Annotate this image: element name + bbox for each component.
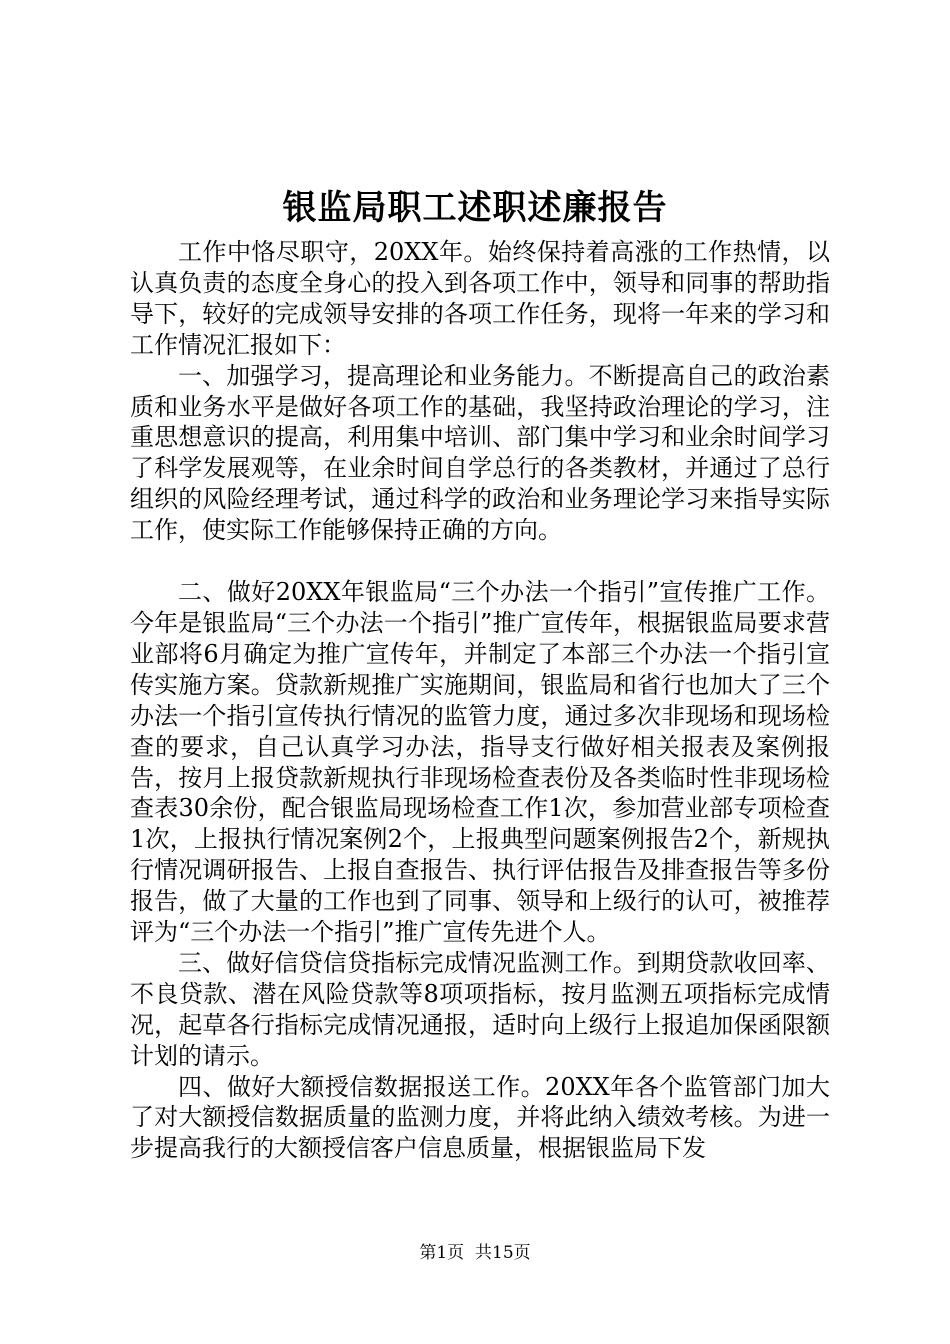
page-total: 共15页	[475, 1243, 531, 1263]
page-number: 第1页	[419, 1243, 465, 1263]
document-body	[130, 237, 830, 1164]
paragraph-section-3: 三、做好信贷信贷指标完成情况监测工作。到期贷款收回率、不良贷款、潜在风险贷款等8项项指标，按月监测五项指标完成情况，起草各行指标完成情况通报，适时向上级行上报追加保函限额计划的请示。	[130, 948, 830, 1070]
paragraph-section-4: 四、做好大额授信数据报送工作。20XX年各个监管部门加大了对大额授信数据质量的监测力度，并将此纳入绩效考核。为进一步提高我行的大额授信客户信息质量，根据银监局下发	[130, 1072, 830, 1163]
page-footer	[0, 1242, 950, 1264]
paragraph-section-2: 二、做好20XX年银监局“三个办法一个指引”宣传推广工作。今年是银监局“三个办法一个指引”推广宣传年，根据银监局要求营业部将6月确定为推广宣传年，并制定了本部三个办法一个指引宣传实施方案。贷款新规推广实施期间，银监局和省行也加大了三个办法一个指引宣传执行情况的监管力度，通过多次非现场和现场检查的要求，自己认真学习办法，指导支行做好相关报表及案例报告，按月上报贷款新规执行非现场检查表份及各类临时性非现场检查表30余份，配合银监局现场检查工作1次，参加营业部专项检查1次，上报执行情况案例2个，上报典型问题案例报告2个，新规执行情况调研报告、上报自查报告、执行评估报告及排查报告等多份报告，做了大量的工作也到了同事、领导和上级行的认可，被推荐评为“三个办法一个指引”推广宣传先进个人。	[130, 578, 830, 947]
paragraph-section-1: 一、加强学习，提高理论和业务能力。不断提高自己的政治素质和业务水平是做好各项工作的基础，我坚持政治理论的学习，注重思想意识的提高，利用集中培训、部门集中学习和业余时间学习了科学发展观等，在业余时间自学总行的各类教材，并通过了总行组织的风险经理考试，通过科学的政治和业务理论学习来指导实际工作，使实际工作能够保持正确的方向。	[130, 361, 830, 545]
document-title: 银监局职工述职述廉报告	[282, 188, 668, 228]
paragraph-intro: 工作中恪尽职守，20XX年。始终保持着高涨的工作热情，以认真负责的态度全身心的投入到各项工作中，领导和同事的帮助指导下，较好的完成领导安排的各项工作任务，现将一年来的学习和工作情况汇报如下：	[130, 238, 830, 359]
